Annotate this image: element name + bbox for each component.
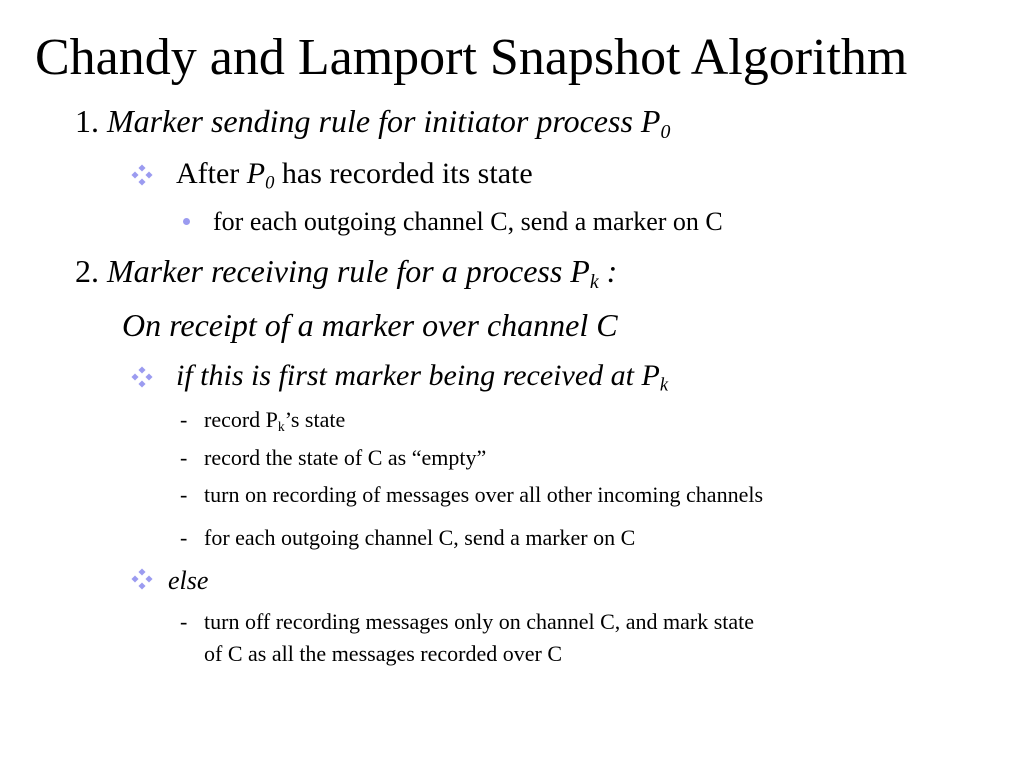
dash-bullet: - — [180, 525, 188, 550]
dash-bullet: - — [180, 407, 188, 432]
slide-title: Chandy and Lamport Snapshot Algorithm — [35, 29, 908, 86]
rule-1-bullet: After $P_0$ has recorded its state — [176, 157, 533, 194]
else-item-line-2: of C as all the messages recorded over C — [204, 641, 562, 666]
else-bullet: else — [168, 566, 209, 595]
rule-2-heading — [75, 251, 617, 291]
rule-2-number: 2. — [75, 253, 99, 289]
rule-1-subitem: for each outgoing channel C, send a marker on C — [213, 207, 723, 236]
if-item: for each outgoing channel C, send a marker on C — [204, 525, 636, 550]
rule-1-text: Marker sending rule for initiator process $P_0$ — [107, 103, 671, 143]
diamond-bullet-icon — [131, 568, 153, 590]
diamond-bullet-icon — [131, 366, 153, 388]
dash-bullet: - — [180, 482, 188, 507]
diamond-bullet-icon — [131, 164, 153, 186]
else-item-line-1: turn off recording messages only on channel C, and mark state — [204, 609, 755, 634]
if-first-marker-bullet: if this is first marker being received at $P_k$ — [176, 359, 669, 396]
dash-bullet: - — [180, 609, 188, 634]
rule-2-text: Marker receiving rule for a process $P_k$ : — [107, 253, 618, 293]
rule-2-receipt: On receipt of a marker over channel C — [122, 307, 618, 343]
if-item: record $P_k’s$ state — [204, 407, 346, 435]
rule-1-heading — [75, 101, 670, 141]
dash-bullet: - — [180, 445, 188, 470]
if-item: record the state of C as “empty” — [204, 445, 487, 470]
dot-bullet-icon — [183, 218, 190, 225]
if-item: turn on recording of messages over all other incoming channels — [204, 482, 764, 507]
rule-1-number: 1. — [75, 103, 99, 139]
